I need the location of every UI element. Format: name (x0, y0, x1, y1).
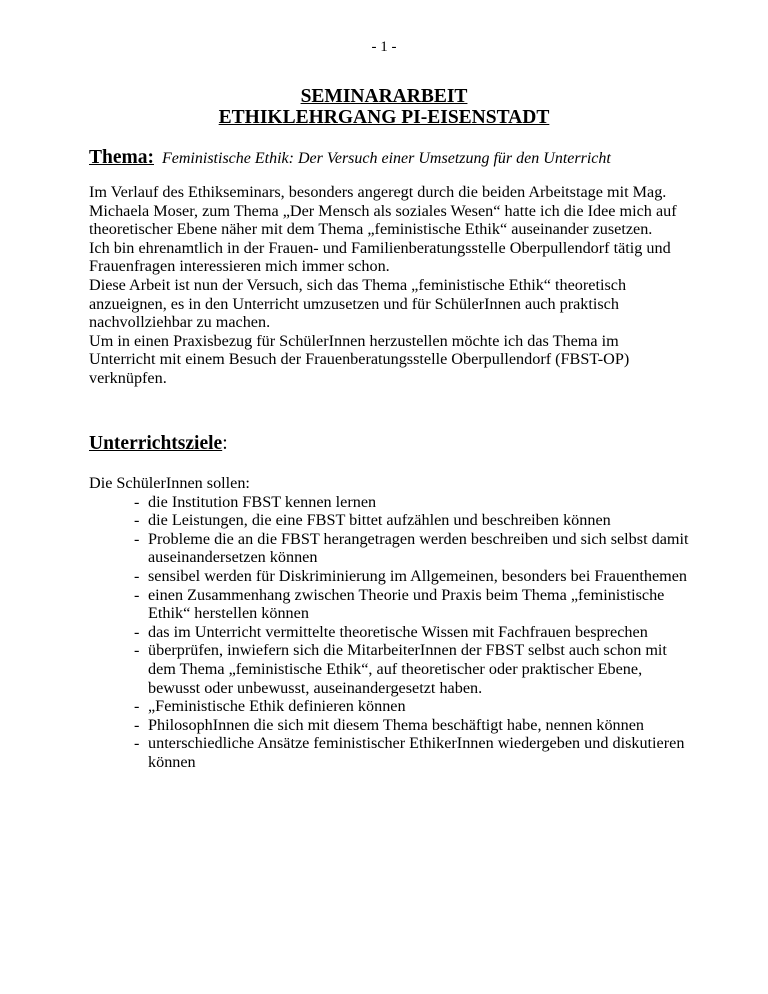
list-item-text: PhilosophInnen die sich mit diesem Thema beschäftigt habe, nennen können (148, 715, 645, 734)
thema-text: Feministische Ethik: Der Versuch einer Umsetzung für den Unterricht (162, 150, 611, 167)
dash-bullet: - (134, 529, 140, 548)
dash-bullet: - (134, 641, 140, 660)
list-item (89, 734, 689, 771)
list-item-text: „Feministische Ethik definieren können (148, 697, 406, 716)
dash-bullet: - (134, 622, 140, 641)
list-item (89, 530, 689, 567)
intro-text (89, 183, 689, 388)
section-heading-text: Unterrichtsziele (89, 433, 223, 454)
list-item-text: unterschiedliche Ansätze feministischer EthikerInnen wiedergeben und diskutieren können (148, 734, 685, 771)
list-item-text: die Institution FBST kennen lernen (148, 492, 377, 511)
intro-paragraph: Im Verlauf des Ethikseminars, besonders angeregt durch die beiden Arbeitstage mit Mag. Michaela Moser, zum Thema „Der Mensch als soziales Wesen“ hatte ich die Idee mich auf theoretischer Ebene näher mit dem Thema „feministische Ethik“ auseinander zusetzen. (89, 183, 677, 239)
list-item (89, 493, 689, 512)
dash-bullet: - (134, 511, 140, 530)
intro-paragraph: Ich bin ehrenamtlich in der Frauen- und Familienberatungsstelle Oberpullendorf tätig und Frauenfragen interessieren mich immer schon. (89, 238, 671, 276)
list-item-text: sensibel werden für Diskriminierung im Allgemeinen, besonders bei Frauenthemen (148, 566, 688, 585)
list-item (89, 511, 689, 530)
list-item (89, 586, 689, 623)
list-item (89, 697, 689, 716)
list-item (89, 716, 689, 735)
goals-intro: Die SchülerInnen sollen: (89, 474, 250, 492)
list-item (89, 567, 689, 586)
list-item-text: die Leistungen, die eine FBST bittet aufzählen und beschreiben können (148, 511, 611, 530)
dash-bullet: - (134, 492, 140, 511)
list-item (89, 623, 689, 642)
dash-bullet: - (134, 585, 140, 604)
intro-paragraph: Diese Arbeit ist nun der Versuch, sich das Thema „feministische Ethik“ theoretisch anzueignen, es in den Unterricht umzusetzen und für SchülerInnen auch praktisch nachvollziehbar zu machen. (89, 275, 627, 332)
list-item-text: einen Zusammenhang zwischen Theorie und Praxis beim Thema „feministische Ethik“ herstellen können (148, 585, 665, 623)
page-number: - 1 - (371, 39, 397, 55)
goals-block (89, 474, 689, 772)
document-title (0, 86, 768, 128)
dash-bullet: - (134, 566, 140, 585)
thema-label: Thema: (89, 147, 154, 168)
dash-bullet: - (134, 715, 140, 734)
dash-bullet: - (134, 697, 140, 716)
dash-bullet: - (134, 734, 140, 753)
section-heading-colon: : (222, 433, 228, 454)
list-item-text: Probleme die an die FBST herangetragen werden beschreiben und sich selbst damit auseinandersetzen können (148, 529, 689, 567)
title-line-1: SEMINARARBEIT (300, 86, 468, 107)
list-item-text: überprüfen, inwiefern sich die MitarbeiterInnen der FBST selbst auch schon mit dem Thema „feministische Ethik“, auf theoretischer oder praktischer Ebene, bewusst oder unbewusst, auseinandergesetzt haben. (148, 641, 667, 697)
section-heading-unterrichtsziele (89, 433, 228, 455)
thema-line (89, 147, 729, 170)
intro-paragraph: Um in einen Praxisbezug für SchülerInnen herzustellen möchte ich das Thema im Unterricht mit einem Besuch der Frauenberatungsstelle Oberpullendorf (FBST-OP) verknüpfen. (89, 331, 630, 387)
list-item (89, 641, 689, 697)
list-item-text: das im Unterricht vermittelte theoretische Wissen mit Fachfrauen besprechen (148, 622, 648, 641)
goals-list (89, 493, 689, 772)
title-line-2: ETHIKLEHRGANG PI-EISENSTADT (218, 107, 550, 128)
